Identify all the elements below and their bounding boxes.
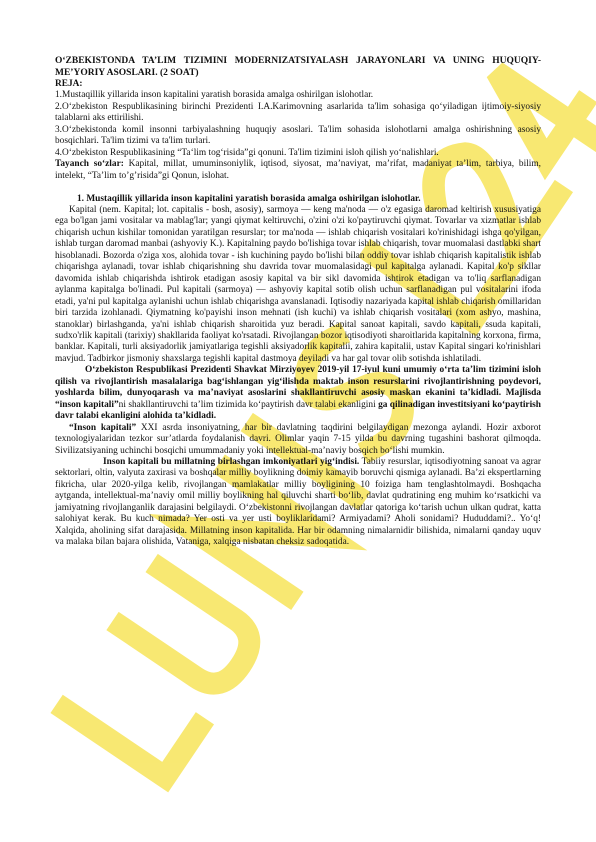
keywords-paragraph: [55, 159, 541, 182]
document-title: O‘ZBEKISTONDA TA’LIM TIZIMINI MODERNIZATSIYALASH JARAYONLARI VA UNING HUQUQIY-ME’YORIY ASOSLARI. (2 SOAT): [55, 56, 541, 78]
keywords-text: Kapital, millat, umuminsoniylik, iqtisod, siyosat, ma’naviyat, ma’rifat, madaniyat ta’lim, tarbiya, bilim, intelekt, “Ta’lim to’g’risida”gi Qonun, islohat.: [55, 159, 541, 181]
paragraph-president-meeting: [55, 365, 541, 422]
plan-item-1: 1.Mustaqillik yillarida inson kapitalini yaratish borasida amalga oshirilgan islohotlar.: [55, 90, 374, 101]
watermark-stroke-2: [122, 569, 261, 694]
nation-potential-text: Tabiiy resurslar, iqtisodiyotning sanoat va agrar sektorlari, oltin, valyuta zaxirasi va boshqalar milliy boylikning doimiy kamayib boruvchi qismiga aylanadi. Ba’zi ekspertlarning fikricha, ular 2020-yilga kelib, rivojlangan mamlakatlar milliy boyligining 10 foiziga ham tenglashtolmaydi. Boshqacha aytganda, intellektual-ma’naviy omil milliy boylikning hal qiluvchi sharti bo‘lib, davlat qudratining eng muhim ko‘rsatkichi va jamiyatning rivojlanganlik darajasini belgilaydi. O‘zbekistonni rivojlangan davlatlar qatoriga ko‘tarish uchun ulkan qudrat, katta salohiyat kerak. Bu kuch nimada? Yer osti va yer usti boyliklaridami? Armiyadami? Aholi sonidami? Hududdami?.. Yo‘q! Xalqida, aholining sifat darajasida. Millatning inson kapitalida. Har bir odamning nimalarnidir bilishida, nimalarni qanday uquv va malaka bilan bajara olishida, Vataniga, xalqiga nisbatan cheksiz sadoqatida.: [55, 457, 541, 548]
president-meeting-tail: ga qilinadigan investitsiyani ko‘paytirish davr talabi ekanligini alohida ta’kidladi.: [55, 399, 541, 422]
section-1-heading: 1. Mustaqillik yillarida inson kapitalini yaratish borasida amalga oshirilgan islohotlar.: [77, 193, 421, 204]
spacer: [55, 182, 541, 194]
paragraph-nation-potential: [55, 457, 541, 549]
president-meeting-mid: ni shakllantiruvchi ta’lim tizimida ko‘paytirish davr talabi ekanligini: [118, 399, 379, 410]
keywords-label: Tayanch so‘zlar:: [55, 159, 124, 170]
plan-label: REJA:: [55, 79, 83, 89]
plan-item-4: 4.O‘zbekiston Respublikasining “Ta‘lim tog‘risida”gi qonuni. Ta'lim tizimini isloh qilish yo‘nalishlari.: [55, 147, 439, 158]
human-capital-lead: “Inson kapitali”: [69, 422, 137, 433]
nation-potential-lead: Inson kapitali bu millatning birlashgan imkoniyatlari yig‘indisi.: [103, 457, 360, 467]
paragraph-human-capital: [55, 423, 541, 457]
document-body: [55, 56, 541, 549]
paragraph-capital: Kapital (nem. Kapital; lot. capitalis - bosh, asosiy), sarmoya — keng ma'noda — o'z egasiga daromad keltirish xususiyatiga ega bo'lgan jami vositalar va mablag'lar; yangi qiymat keltiruvchi, o'zini o'zi ko'paytiruvchi qiymat. Tovarlar va xizmatlar ishlab chiqarish uchun kishilar tomonidan yaratilgan resurslar; tor ma'noda — ishlab chiqarish vositalari ko'rinishidagi ishga qo'yilgan, ishlab turgan daromad manbai (ashyoviy K.). Kapitalning paydo bo'lishiga tovar ishlab chiqarish, tovar muomalasi dastlabki shart hisoblanadi. Bozorda o'ziga xos, alohida tovar - ish kuchining paydo bo'lishi bilan oddiy tovar ishlab chiqarish kapitalistik ishlab chiqarishga aylanadi, tovar ishlab chiqarishning shu davrida tovar muomalasidagi pul kapitalga aylanadi. Kapital ko'p sikllar davomida ishlab chiqarishda ishtirok etadigan asosiy kapital va bir sikl davomida ishtirok etadigan va to'liq sarflanadigan aylanma kapitalga bo'linadi. Pul kapitali (sarmoya) — ashyoviy kapital sotib olish uchun sarflanadigan pul vositalarini ifoda etadi, ya'ni pul kapitalga aylanishi uchun ishlab chiqarishga avanslanadi. Iqtisodiy nazariyada kapital ishlab chiqarish omillaridan biri tarzida izohlanadi. Qiymatning ko'payishi inson mehnati (ish kuchi) va ishlab chiqarish vositalari (xom ashyo, mashina, stanoklar) birlashganda, ya'ni ishlab chiqarish sharoitida yuz beradi. Kapital sanoat kapitali, savdo kapitali, ssuda kapitali, sudxo'rlik kapitali (tarixiy) shakllarida faoliyat ko'rsatadi. Rivojlangan bozor iqtisodiyoti sharoitlarida kapitalning korxona, firma, banklar. Kapitali, turli aksiyadorlik jamiyatlariga tegishli aksiyadorlik kapitalii, zahira kapitalii, ustav Kapital singari ko'rinishlari mavjud. Tadbirkor jismoniy shaxslarga tegishli kapital dastmoya deyiladi va har gal tovar olib sotishda ishlatiladi.: [55, 205, 541, 364]
president-meeting-lead: O‘zbekiston Respublikasi Prezidenti Shavkat Mirziyoyev 2019-yil 17-iyul kuni umumiy o‘rta ta’lim tizimini isloh qilish va rivojlantirish masalalariga bag‘ishlangan yig‘ilishda maktab inson resurslarini rivojlantirishning poydevori, yoshlarda bilim, dunyoqarash va ma’naviyat asoslarini shakllantiruvchi asosiy maskan ekanini ta’kidladi. Majlisda “inson kapitali”: [55, 365, 541, 410]
plan-item-3: 3.O‘zbekistonda komil insonni tarbiyalashning huquqiy asoslari. Ta'lim sohasida islohotlarni amalga oshirishning asosiy bosqichlari. Ta'lim tizimi va ta'lim turlari.: [55, 124, 541, 147]
plan-item-2: 2.O‘zbekiston Respublikasining birinchi Prezidenti I.A.Karimovning asarlarida ta'lim sohasiga qo‘yiladigan ijtimoiy-siyosiy talablarni aks ettirilishi.: [55, 101, 541, 124]
human-capital-text: XXI asrda insoniyatning, har bir davlatning taqdirini belgilaydigan mezonga aylandi. Hozir axborot texnologiyalaridan tezkor sur’atlarda foydalanish davri. Olimlar yaqin 7-15 yilda bu davrning tugashini bashorat qilmoqda. Sivilizatsiyaning uchinchi bosqichi umummadaniy yoki intellektual-ma’naviy bosqich bo‘lishi mumkin.: [55, 422, 541, 456]
watermark-stroke-1: [66, 660, 199, 777]
